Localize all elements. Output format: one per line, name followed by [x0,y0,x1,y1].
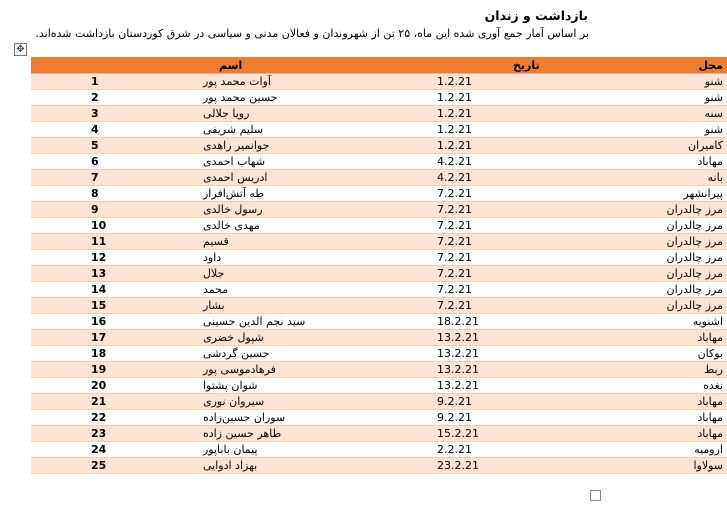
cell-name: جوانمیر زاهدی [199,138,413,154]
cell-place: مرز چالدران [599,250,727,266]
cell-name: طاهر حسین زاده [199,426,413,442]
table-row [31,170,727,186]
cell-number: 20 [31,378,199,394]
cell-date: 7.2.21 [413,218,599,234]
table-row [31,154,727,170]
cell-number: 23 [31,426,199,442]
cell-name: مهدی خالدی [199,218,413,234]
table-row [31,234,727,250]
cell-name: سیروان نوری [199,394,413,410]
cell-date: 13.2.21 [413,330,599,346]
cell-date: 7.2.21 [413,282,599,298]
cell-place: مرز چالدران [599,298,727,314]
cell-number: 1 [31,74,199,90]
cell-date: 1.2.21 [413,90,599,106]
cell-name: سوران حسین‌زاده [199,410,413,426]
cell-name: فرهادموسی پور [199,362,413,378]
header-date: تاریخ [413,57,599,74]
cell-name: رسول خالدی [199,202,413,218]
cell-date: 18.2.21 [413,314,599,330]
table-move-icon[interactable]: ✥ [14,43,27,56]
table-row [31,74,727,90]
table-row [31,394,727,410]
cell-number: 17 [31,330,199,346]
cell-number: 9 [31,202,199,218]
cell-name: سلیم شریفی [199,122,413,138]
cell-name: آوات محمد پور [199,74,413,90]
table-row [31,362,727,378]
cell-date: 7.2.21 [413,266,599,282]
cell-date: 7.2.21 [413,234,599,250]
table-row [31,442,727,458]
cell-number: 16 [31,314,199,330]
table-row [31,410,727,426]
cell-date: 7.2.21 [413,298,599,314]
cell-number: 18 [31,346,199,362]
table-row [31,298,727,314]
cell-date: 13.2.21 [413,346,599,362]
cell-place: مرز چالدران [599,218,727,234]
cell-name: ادریس احمدی [199,170,413,186]
table-row [31,426,727,442]
cell-name: پیمان باباپور [199,442,413,458]
cell-place: نغده [599,378,727,394]
cell-place: اشنویه [599,314,727,330]
table-row [31,314,727,330]
table-row [31,186,727,202]
cell-place: مهاباد [599,394,727,410]
table-row [31,250,727,266]
table-row [31,378,727,394]
cell-name: قسیم [199,234,413,250]
cell-place: مرز چالدران [599,234,727,250]
cell-date: 23.2.21 [413,458,599,474]
cell-name: شوان پشتوا [199,378,413,394]
cell-place: بوکان [599,346,727,362]
cell-place: سنه [599,106,727,122]
cell-number: 12 [31,250,199,266]
cell-place: سولاوا [599,458,727,474]
cell-date: 2.2.21 [413,442,599,458]
cell-name: بشار [199,298,413,314]
cell-date: 1.2.21 [413,138,599,154]
cell-number: 8 [31,186,199,202]
cell-date: 7.2.21 [413,202,599,218]
cell-name: شهاب احمدی [199,154,413,170]
table-resize-icon[interactable] [590,490,601,501]
cell-place: مهاباد [599,154,727,170]
table-row [31,346,727,362]
arrest-table [31,57,727,474]
table-row [31,266,727,282]
cell-number: 15 [31,298,199,314]
cell-place: پیرانشهر [599,186,727,202]
table-row [31,282,727,298]
cell-name: رویا جلالی [199,106,413,122]
cell-place: ربط [599,362,727,378]
cell-place: کامیران [599,138,727,154]
cell-number: 21 [31,394,199,410]
cell-date: 4.2.21 [413,170,599,186]
cell-number: 7 [31,170,199,186]
cell-number: 19 [31,362,199,378]
cell-date: 13.2.21 [413,378,599,394]
document-title: بازداشت و زندان [484,8,588,23]
cell-number: 25 [31,458,199,474]
cell-number: 2 [31,90,199,106]
cell-place: مهاباد [599,426,727,442]
cell-number: 24 [31,442,199,458]
header-number [31,57,199,74]
table-row [31,218,727,234]
cell-number: 10 [31,218,199,234]
header-place: محل [599,57,727,74]
cell-number: 11 [31,234,199,250]
cell-number: 14 [31,282,199,298]
table-row [31,90,727,106]
cell-date: 4.2.21 [413,154,599,170]
table-row [31,330,727,346]
document-subtitle: بر اساس آمار جمع آوری شده این ماه، ۲۵ تن از شهروندان و فعالان مدنی و سیاسی در شرق کوردستان بازداشت شده‌اند. [35,27,589,40]
table-row [31,106,727,122]
table-row [31,202,727,218]
cell-number: 3 [31,106,199,122]
cell-date: 13.2.21 [413,362,599,378]
cell-place: ارومیه [599,442,727,458]
cell-name: حسین محمد پور [199,90,413,106]
cell-name: داود [199,250,413,266]
header-name: اسم [199,57,413,74]
cell-place: مرز چالدران [599,266,727,282]
cell-number: 4 [31,122,199,138]
table-row [31,122,727,138]
cell-name: شپول خضری [199,330,413,346]
cell-name: جلال [199,266,413,282]
table-header-row [31,57,727,74]
cell-date: 1.2.21 [413,74,599,90]
cell-name: محمد [199,282,413,298]
cell-place: مرز چالدران [599,202,727,218]
cell-place: بانه [599,170,727,186]
cell-number: 22 [31,410,199,426]
cell-date: 7.2.21 [413,250,599,266]
cell-name: حسین گردشی [199,346,413,362]
cell-name: سید نجم الدین حسینی [199,314,413,330]
cell-date: 15.2.21 [413,426,599,442]
table-body [31,74,727,474]
cell-name: بهزاد ادوایی [199,458,413,474]
cell-date: 9.2.21 [413,394,599,410]
table-row [31,458,727,474]
cell-date: 1.2.21 [413,106,599,122]
cell-place: مهاباد [599,410,727,426]
cell-number: 5 [31,138,199,154]
cell-date: 9.2.21 [413,410,599,426]
cell-date: 7.2.21 [413,186,599,202]
cell-name: طه آتش‌افراز [199,186,413,202]
cell-place: شنو [599,74,727,90]
cell-number: 13 [31,266,199,282]
cell-place: شنو [599,90,727,106]
cell-number: 6 [31,154,199,170]
cell-place: شنو [599,122,727,138]
cell-place: مرز چالدران [599,282,727,298]
cell-place: مهاباد [599,330,727,346]
cell-date: 1.2.21 [413,122,599,138]
table-row [31,138,727,154]
